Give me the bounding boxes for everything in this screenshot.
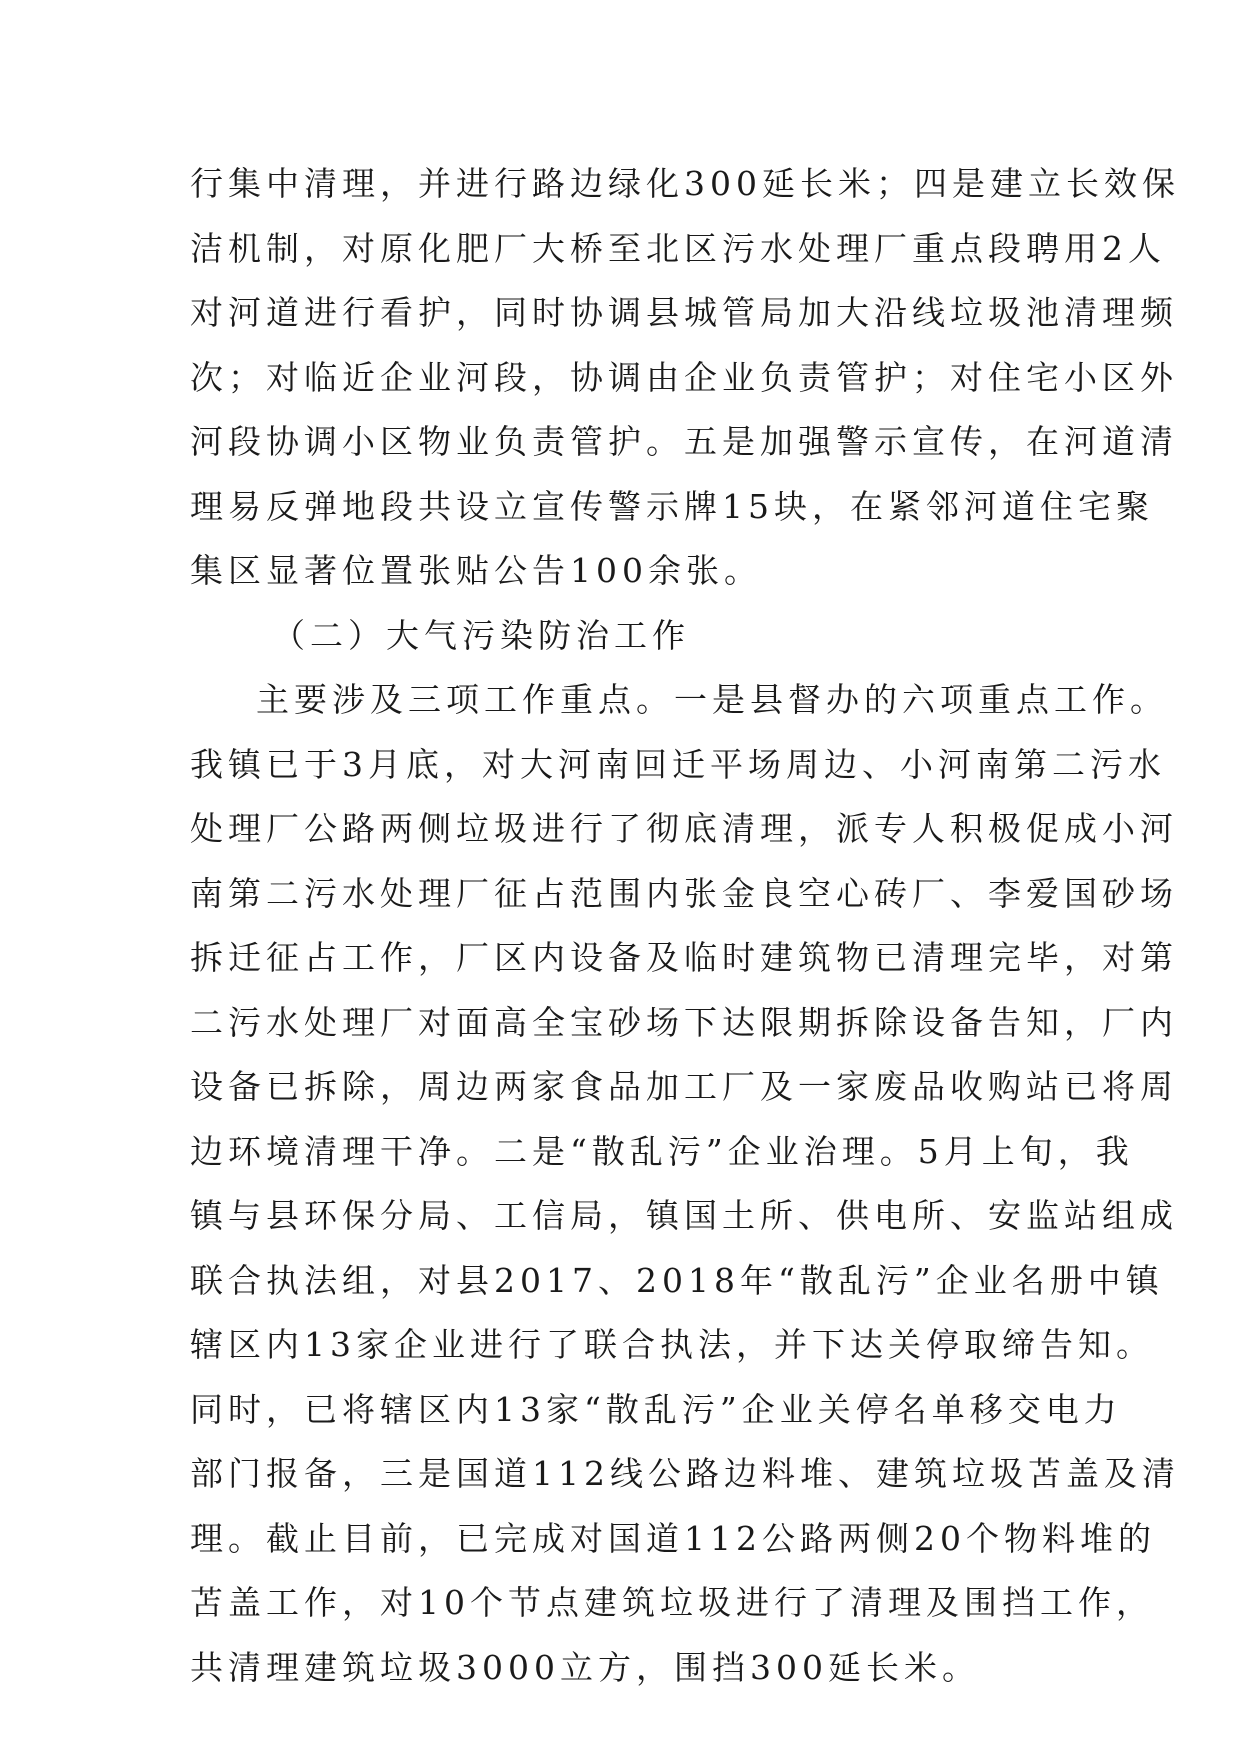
paragraph-river-cleanup [190,152,1180,604]
text-line: 镇与县环保分局、工信局，镇国土所、供电所、安监站组成 [190,1196,1178,1235]
text-line: 辖区内13家企业进行了联合执法，并下达关停取缔告知。 [190,1325,1154,1364]
text-line: 二污水处理厂对面高全宝砂场下达限期拆除设备告知，厂内 [190,1002,1178,1042]
text-line: 拆迁征占工作，厂区内设备及临时建筑物已清理完毕，对第 [190,938,1178,977]
document-body [190,152,1180,1700]
text-line: 共清理建筑垃圾3000立方，围挡300延长米。 [190,1647,980,1687]
text-line: 集区显著位置张贴公告100余张。 [190,551,762,590]
text-line: 设备已拆除，周边两家食品加工厂及一家废品收购站已将周 [190,1067,1178,1106]
text-line: 对河道进行看护，同时协调县城管局加大沿线垃圾池清理频 [190,293,1178,332]
section-heading: （二）大气污染防治工作 [272,615,690,655]
text-line: 行集中清理，并进行路边绿化300延长米；四是建立长效保 [190,164,1180,203]
text-line: 河段协调小区物业负责管护。五是加强警示宣传，在河道清 [190,422,1178,461]
text-line: 次；对临近企业河段，协调由企业负责管护；对住宅小区外 [190,357,1178,397]
text-line: 部门报备，三是国道112线公路边料堆、建筑垃圾苫盖及清 [190,1454,1180,1493]
text-line: 主要涉及三项工作重点。一是县督办的六项重点工作。 [256,680,1168,719]
text-line: 边环境清理干净。二是“散乱污”企业治理。5月上旬，我 [190,1131,1134,1171]
text-line: 洁机制，对原化肥厂大桥至北区污水处理厂重点段聘用2人 [190,228,1166,268]
text-line: 联合执法组，对县2017、2018年“散乱污”企业名册中镇 [190,1260,1164,1300]
text-line: 理易反弹地段共设立宣传警示牌15块，在紧邻河道住宅聚 [190,486,1154,526]
text-line: 南第二污水处理厂征占范围内张金良空心砖厂、李爱国砂场 [190,873,1178,913]
text-line: 同时，已将辖区内13家“散乱污”企业关停名单移交电力 [190,1389,1122,1429]
text-line: 处理厂公路两侧垃圾进行了彻底清理，派专人积极促成小河 [190,809,1178,848]
text-line: 我镇已于3月底，对大河南回迁平场周边、小河南第二污水 [190,744,1166,784]
paragraph-air-pollution [190,668,1180,1700]
text-line: 理。截止目前，已完成对国道112公路两侧20个物料堆的 [190,1518,1156,1558]
text-line: 苫盖工作，对10个节点建筑垃圾进行了清理及围挡工作， [190,1583,1154,1622]
